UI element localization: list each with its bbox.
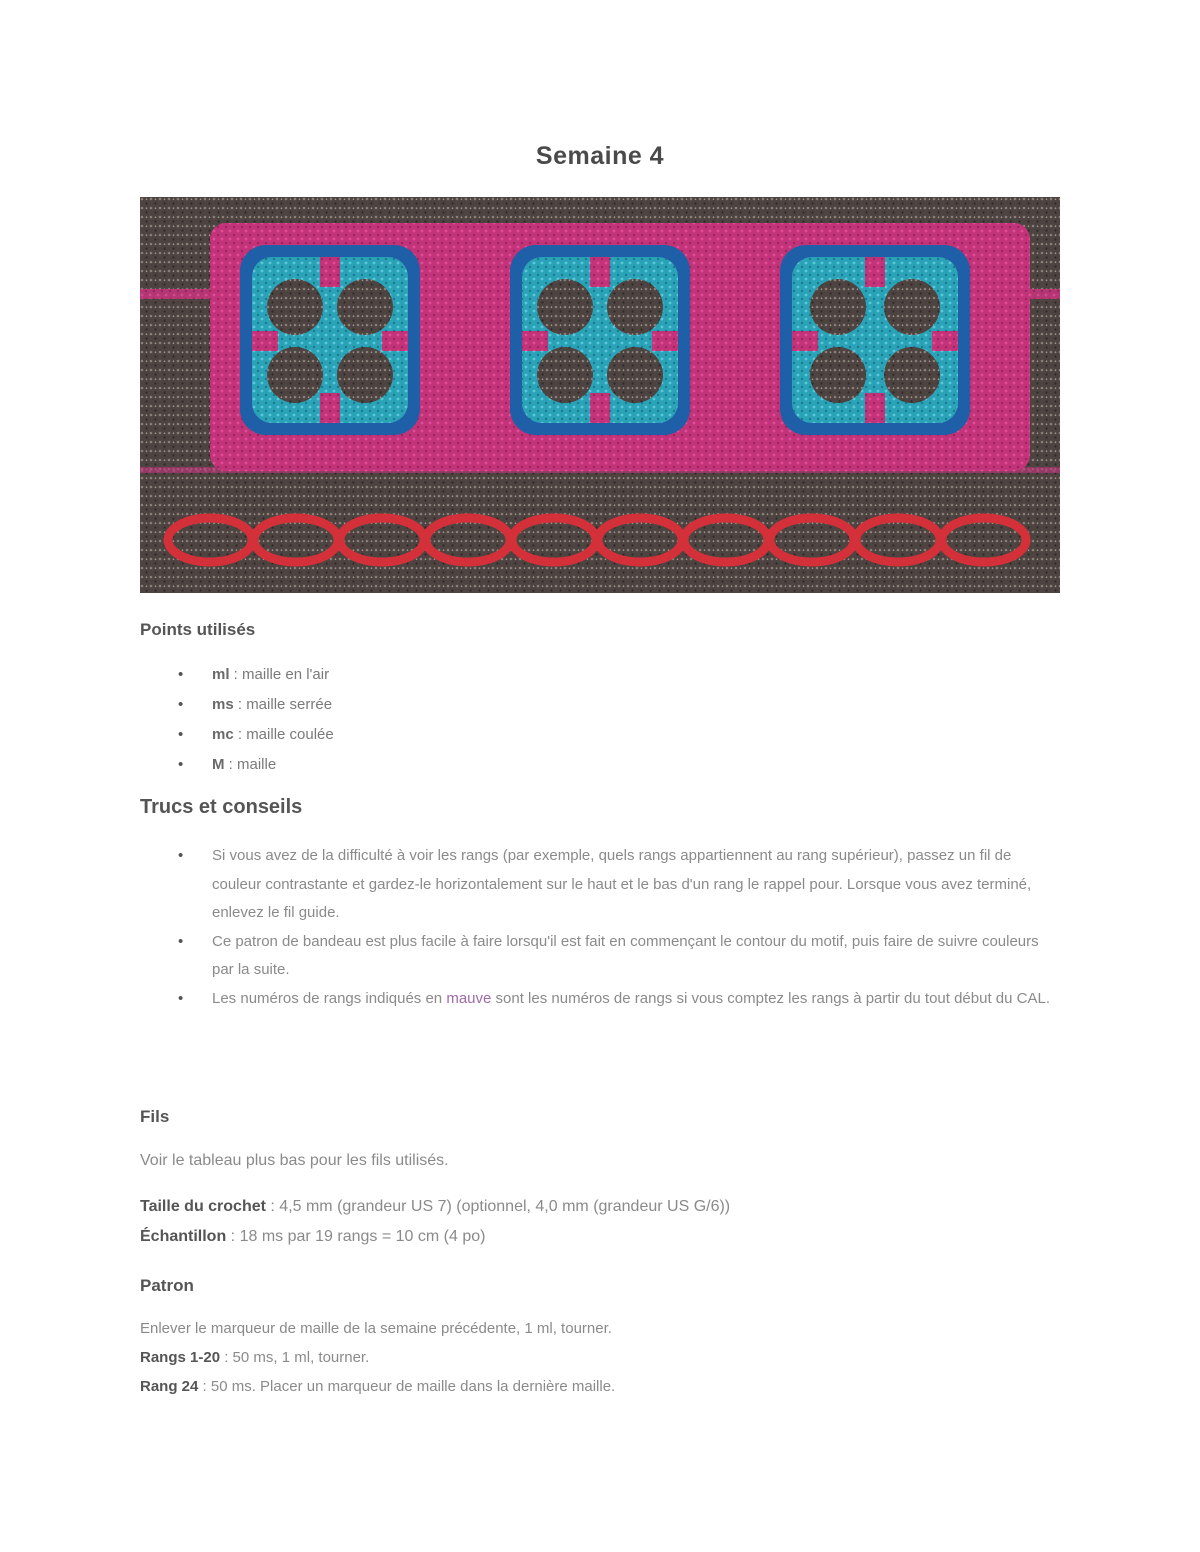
pattern-line: Rang 24 : 50 ms. Placer un marqueur de maille dans la dernière maille. <box>140 1378 616 1395</box>
list-item: • Ce patron de bandeau est plus facile à faire lorsqu'il est fait en commençant le contour du motif, puis faire de suivre couleurs par la suite. <box>178 928 1058 985</box>
tips-heading: Trucs et conseils <box>140 796 303 818</box>
flower-motif <box>780 245 970 435</box>
yarn-heading: Fils <box>140 1107 170 1126</box>
stitches-heading: Points utilisés <box>140 620 256 639</box>
list-item: • mc : maille coulée <box>178 720 334 750</box>
crochet-swatch-photo <box>140 197 1060 593</box>
stitches-list <box>178 660 334 780</box>
pattern-line: Enlever le marqueur de maille de la semaine précédente, 1 ml, tourner. <box>140 1320 612 1337</box>
flower-motif <box>510 245 690 435</box>
list-item: • Si vous avez de la difficulté à voir les rangs (par exemple, quels rangs appartiennent au rang supérieur), passez un fil de couleur contrastante et gardez-le horizontalement sur le haut et le bas d'un rang le rappel pour. Lorsque vous avez terminé, enlevez le fil guide. <box>178 842 1058 928</box>
yarn-text: Voir le tableau plus bas pour les fils utilisés. <box>140 1152 449 1169</box>
page-title: Semaine 4 <box>535 142 665 170</box>
list-item: • Les numéros de rangs indiqués en mauve sont les numéros de rangs si vous comptez les rangs à partir du tout début du CAL. <box>178 985 1058 1014</box>
pattern-line: Rangs 1-20 : 50 ms, 1 ml, tourner. <box>140 1349 370 1366</box>
list-item: • ml : maille en l'air <box>178 660 334 690</box>
gauge: Échantillon : 18 ms par 19 rangs = 10 cm (4 po) <box>140 1228 486 1245</box>
mauve-highlight: mauve <box>446 989 492 1007</box>
list-item: • ms : maille serrée <box>178 690 334 720</box>
flower-motif <box>240 245 420 435</box>
pattern-heading: Patron <box>140 1276 194 1295</box>
tips-list <box>178 842 1058 1013</box>
hook-size: Taille du crochet : 4,5 mm (grandeur US 7) (optionnel, 4,0 mm (grandeur US G/6)) <box>140 1198 731 1215</box>
swatch-illustration <box>140 197 1060 593</box>
list-item: • M : maille <box>178 750 334 780</box>
